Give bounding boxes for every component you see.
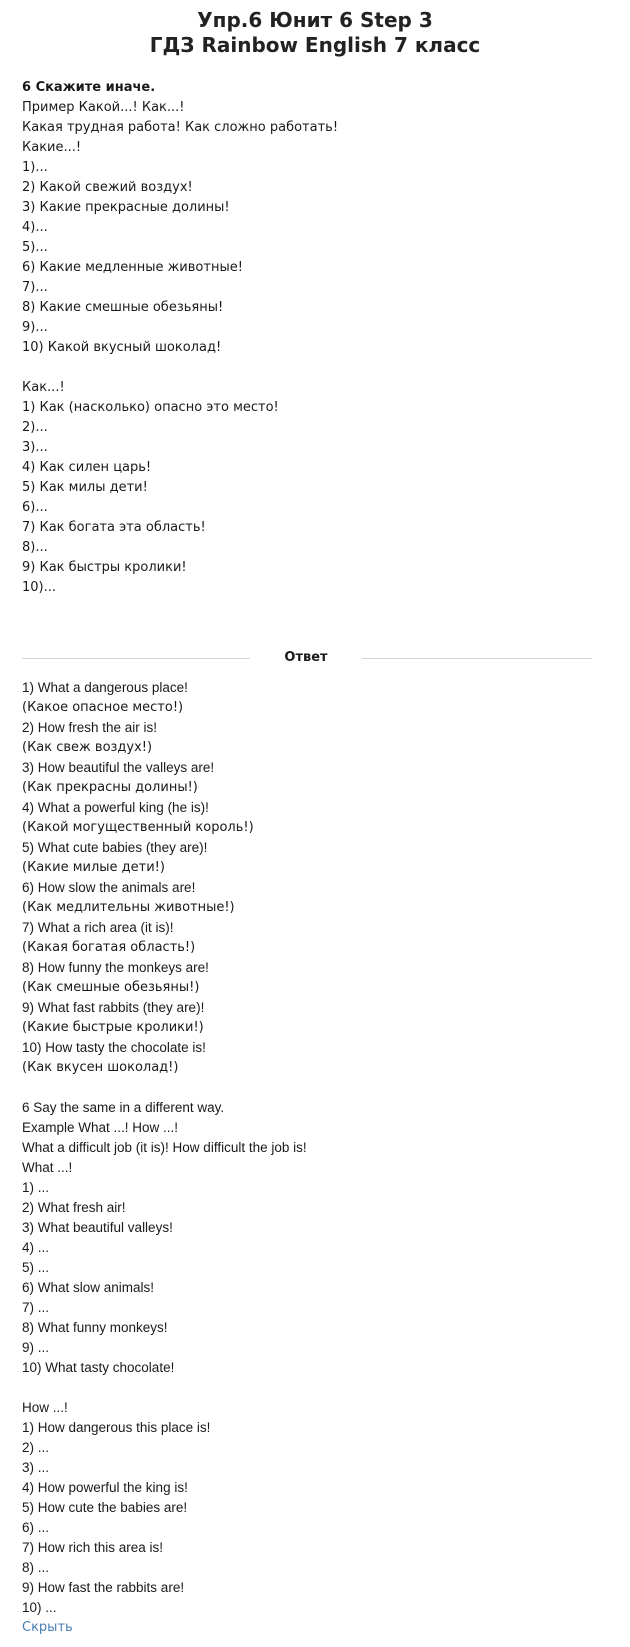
task-line: 4) Как силен царь! bbox=[22, 460, 152, 475]
english-task-line: 2) ... bbox=[22, 1440, 50, 1455]
answer-line: 1) What a dangerous place! bbox=[22, 680, 188, 695]
answer-line: 10) How tasty the chocolate is! bbox=[22, 1040, 206, 1055]
answer-section bbox=[22, 678, 602, 1638]
english-task-line: 6) ... bbox=[22, 1520, 50, 1535]
page-title-line1: Упр.6 Юнит 6 Step 3 bbox=[197, 8, 433, 32]
english-task-line: 3) ... bbox=[22, 1460, 50, 1475]
english-task-line: 6 Say the same in a different way. bbox=[22, 1100, 225, 1115]
task-line: 8)... bbox=[22, 540, 48, 555]
english-task-line: 8) ... bbox=[22, 1560, 50, 1575]
answer-divider bbox=[22, 648, 592, 668]
answer-line: (Как прекрасны долины!) bbox=[22, 780, 198, 795]
english-task-line: 10) What tasty chocolate! bbox=[22, 1360, 175, 1375]
task-line: 9) Как быстры кролики! bbox=[22, 560, 187, 575]
task-line: 2)... bbox=[22, 420, 48, 435]
answer-line: 9) What fast rabbits (they are)! bbox=[22, 1000, 205, 1015]
task-line: Какая трудная работа! Как сложно работать! bbox=[22, 120, 339, 135]
answer-line: (Какие быстрые кролики!) bbox=[22, 1020, 204, 1035]
english-task-line: 7) How rich this area is! bbox=[22, 1540, 164, 1555]
task-line: 4)... bbox=[22, 220, 48, 235]
english-task-how-list bbox=[22, 1398, 602, 1618]
english-task-line: 7) ... bbox=[22, 1300, 50, 1315]
english-task-line: 2) What fresh air! bbox=[22, 1200, 126, 1215]
answer-line: (Как свеж воздух!) bbox=[22, 740, 153, 755]
divider-rule-left bbox=[22, 658, 250, 659]
answer-line: 2) How fresh the air is! bbox=[22, 720, 158, 735]
task-line: 1)... bbox=[22, 160, 48, 175]
english-task-line: 4) ... bbox=[22, 1240, 50, 1255]
task-line: 7) Как богата эта область! bbox=[22, 520, 206, 535]
answer-list bbox=[22, 678, 602, 1078]
hide-answer-link[interactable]: Скрыть bbox=[22, 1620, 73, 1635]
answer-line: (Какой могущественный король!) bbox=[22, 820, 254, 835]
page-title-line2: ГДЗ Rainbow English 7 класс bbox=[149, 33, 481, 57]
task-line: 3) Какие прекрасные долины! bbox=[22, 200, 230, 215]
english-task-line: 6) What slow animals! bbox=[22, 1280, 155, 1295]
task-line: 5)... bbox=[22, 240, 48, 255]
task-heading: 6 Скажите иначе. bbox=[22, 80, 156, 95]
task-line: 6)... bbox=[22, 500, 48, 515]
task-line: 9)... bbox=[22, 320, 48, 335]
english-task-line: 9) How fast the rabbits are! bbox=[22, 1580, 185, 1595]
answer-line: (Какие милые дети!) bbox=[22, 860, 165, 875]
answer-label: Ответ bbox=[284, 650, 328, 665]
english-task-line: What a difficult job (it is)! How difficult the job is! bbox=[22, 1140, 307, 1155]
task-line: 5) Как милы дети! bbox=[22, 480, 148, 495]
answer-line: 4) What a powerful king (he is)! bbox=[22, 800, 209, 815]
task-line: 3)... bbox=[22, 440, 48, 455]
english-task-line: 1) How dangerous this place is! bbox=[22, 1420, 211, 1435]
answer-line: (Как медлительны животные!) bbox=[22, 900, 235, 915]
answer-line: (Как смешные обезьяны!) bbox=[22, 980, 200, 995]
english-task-line: 5) ... bbox=[22, 1260, 50, 1275]
answer-line: 8) How funny the monkeys are! bbox=[22, 960, 209, 975]
task-line: 7)... bbox=[22, 280, 48, 295]
english-task-line: 10) ... bbox=[22, 1600, 57, 1615]
english-task-line: 9) ... bbox=[22, 1340, 50, 1355]
answer-line: (Какая богатая область!) bbox=[22, 940, 196, 955]
english-task-what-list bbox=[22, 1098, 602, 1378]
task-line: 2) Какой свежий воздух! bbox=[22, 180, 193, 195]
english-task-line: 5) How cute the babies are! bbox=[22, 1500, 188, 1515]
task-line: Какие...! bbox=[22, 140, 82, 155]
english-task-line: 1) ... bbox=[22, 1180, 50, 1195]
answer-line: 7) What a rich area (it is)! bbox=[22, 920, 174, 935]
english-task-line: 8) What funny monkeys! bbox=[22, 1320, 168, 1335]
answer-line: 3) How beautiful the valleys are! bbox=[22, 760, 215, 775]
answer-line: 5) What cute babies (they are)! bbox=[22, 840, 208, 855]
task-line: 6) Какие медленные животные! bbox=[22, 260, 243, 275]
task-line: 10) Какой вкусный шоколад! bbox=[22, 340, 222, 355]
task-section bbox=[22, 78, 602, 598]
english-task-line: 3) What beautiful valleys! bbox=[22, 1220, 173, 1235]
task-kakie-list bbox=[22, 98, 602, 358]
task-line: Пример Какой...! Как...! bbox=[22, 100, 185, 115]
answer-line: (Какое опасное место!) bbox=[22, 700, 184, 715]
english-task-line: Example What ...! How ...! bbox=[22, 1120, 179, 1135]
english-task-line: What ...! bbox=[22, 1160, 73, 1175]
answer-line: (Как вкусен шоколад!) bbox=[22, 1060, 179, 1075]
task-line: 8) Какие смешные обезьяны! bbox=[22, 300, 224, 315]
english-task-line: How ...! bbox=[22, 1400, 68, 1415]
task-line: Как...! bbox=[22, 380, 65, 395]
english-task-line: 4) How powerful the king is! bbox=[22, 1480, 188, 1495]
task-line: 1) Как (насколько) опасно это место! bbox=[22, 400, 279, 415]
task-line: 10)... bbox=[22, 580, 57, 595]
divider-rule-right bbox=[362, 658, 592, 659]
page-title bbox=[0, 0, 630, 58]
task-kak-list bbox=[22, 378, 602, 598]
answer-line: 6) How slow the animals are! bbox=[22, 880, 196, 895]
